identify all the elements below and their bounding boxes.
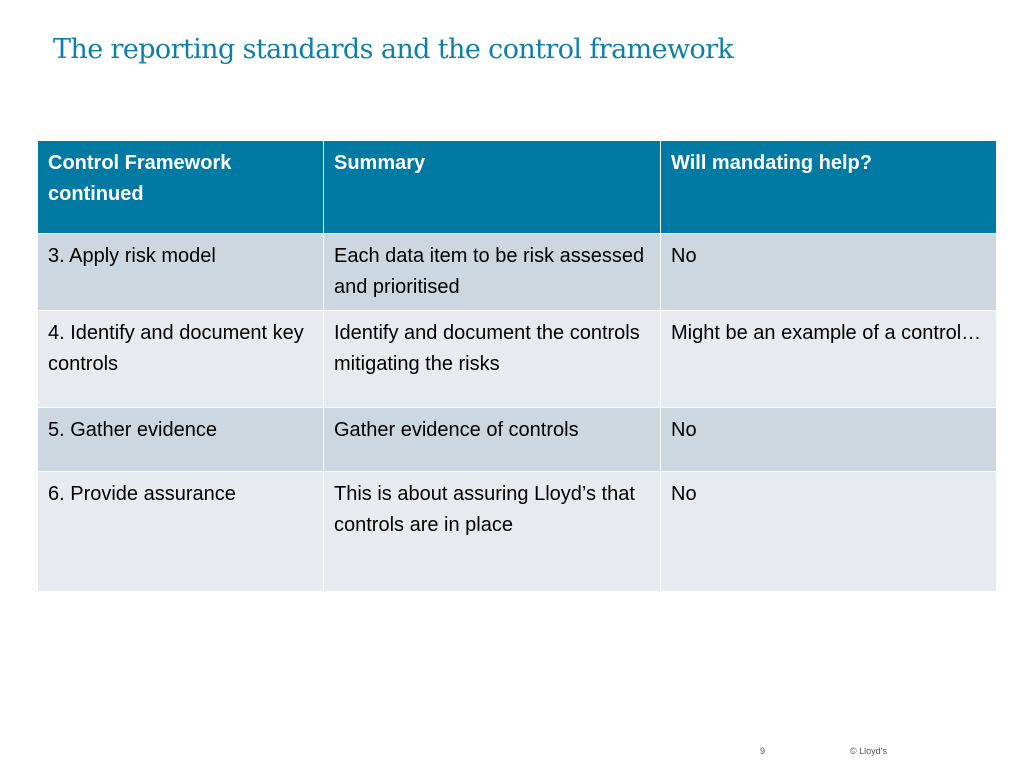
copyright-notice: © Lloyd’s [850,746,887,756]
step-cell: 6. Provide assurance [38,471,324,591]
mandating-cell: No [661,471,997,591]
summary-cell: Identify and document the controls mitigating the risks [324,310,661,407]
header-will-mandating-help: Will mandating help? [661,141,997,233]
table-row [38,471,997,591]
mandating-cell: No [661,407,997,471]
table-header-row [38,141,997,233]
summary-cell: Each data item to be risk assessed and prioritised [324,233,661,310]
step-cell: 4. Identify and document key controls [38,310,324,407]
summary-cell: This is about assuring Lloyd’s that controls are in place [324,471,661,591]
mandating-cell: Might be an example of a control… [661,310,997,407]
table-row [38,407,997,471]
slide-title: The reporting standards and the control framework [53,34,734,65]
mandating-cell: No [661,233,997,310]
header-summary: Summary [324,141,661,233]
summary-cell: Gather evidence of controls [324,407,661,471]
step-cell: 3. Apply risk model [38,233,324,310]
table-row [38,310,997,407]
table-row [38,233,997,310]
header-control-framework: Control Framework continued [38,141,324,233]
page-number: 9 [760,746,766,756]
step-cell: 5. Gather evidence [38,407,324,471]
control-framework-table [37,141,997,592]
